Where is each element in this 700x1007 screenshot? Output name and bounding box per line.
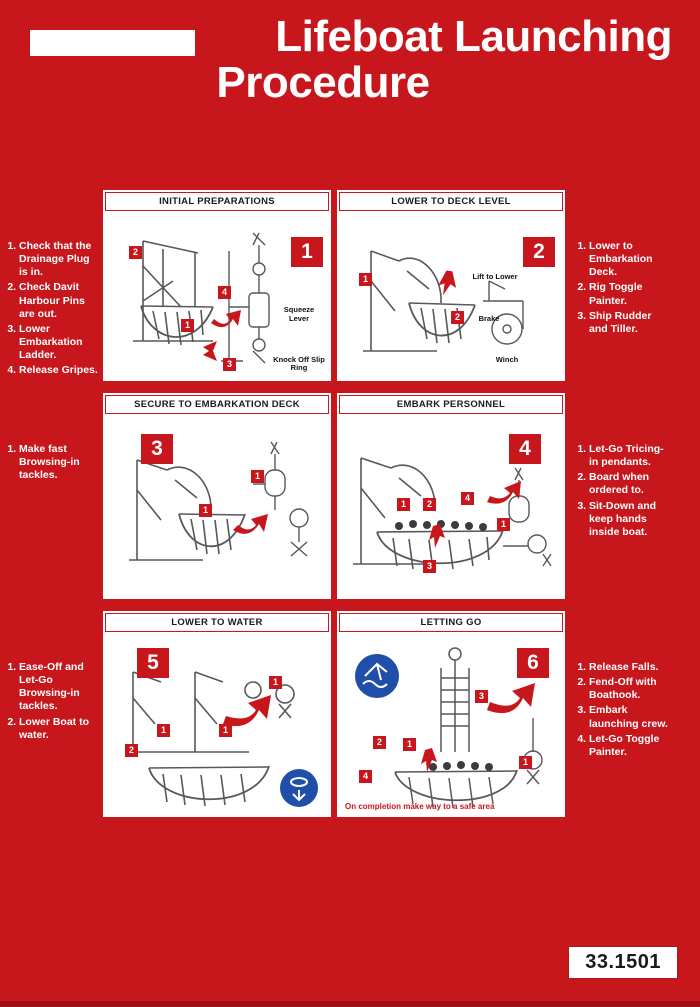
- panel-initial-preparations: [103, 190, 331, 381]
- step-number: 2: [523, 237, 555, 267]
- list-item: 2. Board when ordered to.: [589, 471, 668, 497]
- instructions-initial-preparations: [0, 190, 100, 379]
- marker-1c: 1: [269, 676, 282, 689]
- marker-2: 2: [423, 498, 436, 511]
- list-item: 2. Check Davit Harbour Pins are out.: [19, 281, 100, 320]
- marker-1: 1: [157, 724, 170, 737]
- step-number: 4: [509, 434, 541, 464]
- label-lift-to-lower: Lift to Lower: [472, 272, 518, 281]
- header-white-bar: [30, 30, 195, 56]
- panel-secure-to-embarkation-deck: [103, 393, 331, 599]
- marker-3: 3: [475, 690, 488, 703]
- panel-illustration: [337, 632, 565, 817]
- list-item: 4. Let-Go Toggle Painter.: [589, 733, 668, 759]
- panel-caption: LOWER TO DECK LEVEL: [339, 192, 563, 211]
- list-item: 1. Ease-Off and Let-Go Browsing-in tackles.: [19, 661, 100, 714]
- list-item: 1. Make fast Browsing-in tackles.: [19, 443, 100, 482]
- marker-1: 1: [359, 273, 372, 286]
- panel-caption: SECURE TO EMBARKATION DECK: [105, 395, 329, 414]
- label-knock-off-slip-ring: Knock Off Slip Ring: [273, 354, 325, 373]
- list-item: 2. Lower Boat to water.: [19, 716, 100, 742]
- instructions-lower-to-water: [0, 611, 100, 744]
- panel-illustration: [337, 211, 565, 381]
- panel-caption: LOWER TO WATER: [105, 613, 329, 632]
- list-item: 3. Sit-Down and keep hands inside boat.: [589, 500, 668, 539]
- panel-caption: EMBARK PERSONNEL: [339, 395, 563, 414]
- title-line-2: Procedure: [216, 58, 430, 108]
- list-item: 3. Lower Embarkation Ladder.: [19, 323, 100, 362]
- panel-lower-to-deck-level: [337, 190, 565, 381]
- list-item: 1. Release Falls.: [589, 661, 668, 674]
- marker-1b: 1: [519, 756, 532, 769]
- reference-code: 33.1501: [568, 946, 678, 979]
- title-line-1: Lifeboat Launching: [275, 12, 672, 61]
- marker-1b: 1: [251, 470, 264, 483]
- bottom-strip: [0, 1001, 700, 1007]
- step-number: 3: [141, 434, 173, 464]
- label-squeeze-lever: Squeeze Lever: [283, 305, 315, 323]
- marker-1b: 1: [497, 518, 510, 531]
- panel-caption: INITIAL PREPARATIONS: [105, 192, 329, 211]
- davit-diagram-3: [103, 414, 331, 599]
- list-item: 4. Release Gripes.: [19, 364, 100, 377]
- list-item: 2. Fend-Off with Boathook.: [589, 676, 668, 702]
- procedure-grid: [0, 190, 700, 829]
- panel-illustration: [103, 632, 331, 817]
- panel-caption: LETTING GO: [339, 613, 563, 632]
- marker-1: 1: [181, 319, 194, 332]
- step-number: 6: [517, 648, 549, 678]
- list-item: 2. Rig Toggle Painter.: [589, 281, 668, 307]
- list-item: 1. Lower to Embarkation Deck.: [589, 240, 668, 279]
- marker-4: 4: [461, 492, 474, 505]
- marker-1: 1: [397, 498, 410, 511]
- list-item: 1. Check that the Drainage Plug is in.: [19, 240, 100, 279]
- procedure-row-3: [0, 611, 700, 817]
- instructions-lower-to-deck-level: [568, 190, 668, 338]
- marker-2: 2: [129, 246, 142, 259]
- label-brake: Brake: [478, 314, 500, 323]
- note-safe-area: On completion make way to a safe area: [345, 801, 495, 811]
- step-number: 1: [291, 237, 323, 267]
- instructions-letting-go: [568, 611, 668, 761]
- marker-1b: 1: [219, 724, 232, 737]
- list-item: 3. Ship Rudder and Tiller.: [589, 310, 668, 336]
- list-item: 1. Let-Go Tricing-in pendants.: [589, 443, 668, 469]
- marker-3: 3: [223, 358, 236, 371]
- instructions-secure-to-embarkation-deck: [0, 393, 100, 484]
- panel-illustration: [337, 414, 565, 599]
- panel-illustration: [103, 414, 331, 599]
- instructions-embark-personnel: [568, 393, 668, 541]
- step-number: 5: [137, 648, 169, 678]
- panel-embark-personnel: [337, 393, 565, 599]
- poster-header: [0, 0, 700, 152]
- procedure-row-1: [0, 190, 700, 381]
- marker-2: 2: [451, 311, 464, 324]
- marker-1: 1: [403, 738, 416, 751]
- marker-2: 2: [373, 736, 386, 749]
- marker-3: 3: [423, 560, 436, 573]
- marker-1: 1: [199, 504, 212, 517]
- marker-4: 4: [359, 770, 372, 783]
- list-item: 3. Embark launching crew.: [589, 704, 668, 730]
- panel-illustration: [103, 211, 331, 381]
- panel-lower-to-water: [103, 611, 331, 817]
- marker-2: 2: [125, 744, 138, 757]
- marker-4: 4: [218, 286, 231, 299]
- panel-letting-go: [337, 611, 565, 817]
- page-title: [14, 14, 686, 106]
- label-winch: Winch: [495, 355, 519, 364]
- procedure-row-2: [0, 393, 700, 599]
